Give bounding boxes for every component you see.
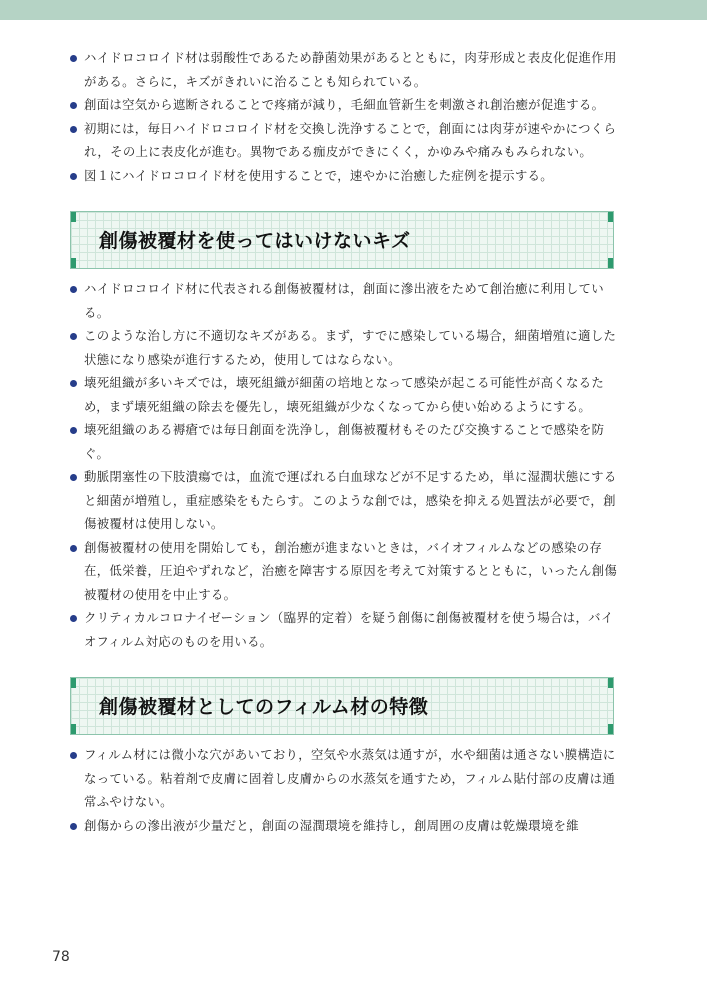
- section1-bullet-list: [70, 277, 622, 653]
- page-content: [70, 46, 622, 837]
- corner-accent: [608, 724, 613, 734]
- corner-accent: [71, 258, 76, 268]
- list-item: クリティカルコロナイゼーション（臨界的定着）を疑う創傷に創傷被覆材を使う場合は，バイオフィルム対応のものを用いる。: [70, 606, 622, 653]
- section-heading-box: [70, 677, 614, 735]
- corner-accent: [608, 212, 613, 222]
- list-item: 壊死組織が多いキズでは，壊死組織が細菌の培地となって感染が起こる可能性が高くなるため，まず壊死組織の除去を優先し，壊死組織が少なくなってから使い始めるようにする。: [70, 371, 622, 418]
- corner-accent: [608, 258, 613, 268]
- corner-accent: [71, 678, 76, 688]
- section-heading-box: [70, 211, 614, 269]
- list-item: ハイドロコロイド材に代表される創傷被覆材は，創面に滲出液をためて創治癒に利用している。: [70, 277, 622, 324]
- list-item: 壊死組織のある褥瘡では毎日創面を洗浄し，創傷被覆材もそのたび交換することで感染を防ぐ。: [70, 418, 622, 465]
- list-item: 創傷被覆材の使用を開始しても，創治癒が進まないときは，バイオフィルムなどの感染の存在，低栄養，圧迫やずれなど，治癒を障害する原因を考えて対策するとともに，いったん創傷被覆材の使用を中止する。: [70, 536, 622, 607]
- list-item: 図１にハイドロコロイド材を使用することで，速やかに治癒した症例を提示する。: [70, 164, 622, 188]
- section-heading: 創傷被覆材としてのフィルム材の特徴: [99, 696, 429, 718]
- top-color-band: [0, 0, 707, 20]
- list-item: 初期には，毎日ハイドロコロイド材を交換し洗浄することで，創面には肉芽が速やかにつくられ，その上に表皮化が進む。異物である痂皮ができにくく，かゆみや痛みもみられない。: [70, 117, 622, 164]
- page-number: 78: [52, 949, 70, 965]
- section2-bullet-list: [70, 743, 622, 837]
- list-item: 創傷からの滲出液が少量だと，創面の湿潤環境を維持し，創周囲の皮膚は乾燥環境を維: [70, 814, 622, 838]
- list-item: フィルム材には微小な穴があいており，空気や水蒸気は通すが，水や細菌は通さない膜構造になっている。粘着剤で皮膚に固着し皮膚からの水蒸気を通すため，フィルム貼付部の皮膚は通常ふやけない。: [70, 743, 622, 814]
- corner-accent: [71, 724, 76, 734]
- intro-bullet-list: [70, 46, 622, 187]
- list-item: 創面は空気から遮断されることで疼痛が減り，毛細血管新生を刺激され創治癒が促進する。: [70, 93, 622, 117]
- corner-accent: [608, 678, 613, 688]
- list-item: ハイドロコロイド材は弱酸性であるため静菌効果があるとともに，肉芽形成と表皮化促進作用がある。さらに，キズがきれいに治ることも知られている。: [70, 46, 622, 93]
- section-heading: 創傷被覆材を使ってはいけないキズ: [99, 230, 411, 252]
- corner-accent: [71, 212, 76, 222]
- list-item: このような治し方に不適切なキズがある。まず，すでに感染している場合，細菌増殖に適した状態になり感染が進行するため，使用してはならない。: [70, 324, 622, 371]
- list-item: 動脈閉塞性の下肢潰瘍では，血流で運ばれる白血球などが不足するため，単に湿潤状態にすると細菌が増殖し，重症感染をもたらす。このような創では，感染を抑える処置法が必要で，創傷被覆材は使用しない。: [70, 465, 622, 536]
